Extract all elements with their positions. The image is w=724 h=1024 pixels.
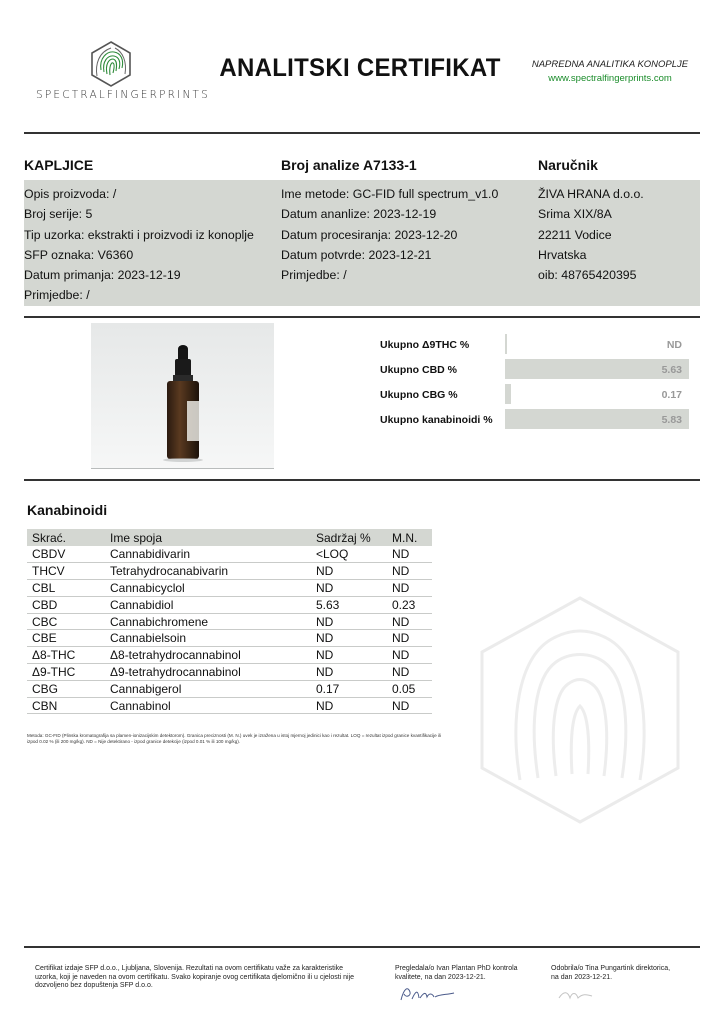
table-cell: ND [311,580,387,597]
table-cell: THCV [27,563,105,580]
table-cell: ND [387,613,432,630]
document-title: ANALITSKI CERTIFIKAT [219,54,501,82]
table-row [27,613,432,630]
table-cell: 0.23 [387,596,432,613]
analysis-details [281,184,498,285]
column-header: M.N. [387,529,432,546]
table-row [27,680,432,697]
client-line: ŽIVA HRANA d.o.o. [538,187,644,201]
client-line: 22211 Vodice [538,227,612,242]
client-line: oib: 48765420395 [538,268,637,283]
cannabinoids-title: Kanabinoidi [27,502,108,518]
method-note: Metoda: GC-FID (Plinska kromatografija sa plamen-ionizacijskim detektorom). Granica preciznosti (M. N.) uvek je izražena u istoj mjernoj jedinici kao i rezultat. LOQ = rezultat izpod granice kvantifikacije ili izpod 0.02 % (ili 200 mg/kg). ND = Nije detektirano - izpod granice detekcije (izpod 0.01 % ili 100 mg/kg). [27,733,441,744]
table-cell: ND [387,664,432,681]
table-cell: <LOQ [311,546,387,563]
client-line: Srima XIX/8A [538,207,612,222]
table-cell: Cannabicyclol [105,580,311,597]
product-line: Tip uzorka: ekstrakti i proizvodi iz konoplje [24,227,254,242]
table-cell: Δ8-tetrahydrocannabinol [105,647,311,664]
table-cell: ND [311,664,387,681]
product-photo [91,323,274,469]
total-value: 0.17 [661,389,682,401]
client-details [538,184,644,285]
total-label: Ukupno CBG % [380,389,458,401]
table-cell: Δ8-THC [27,647,105,664]
table-row [27,630,432,647]
table-cell: CBG [27,680,105,697]
table-row [27,563,432,580]
approved-by-line: na dan 2023-12-21. [551,973,613,981]
product-heading: KAPLJICE [24,157,94,173]
table-cell: CBL [27,580,105,597]
website-link[interactable]: www.spectralfingerprints.com [548,73,672,84]
table-cell: Cannabigerol [105,680,311,697]
issuer-statement: Certifikat izdaje SFP d.o.o., Ljubljana, Slovenija. Rezultati na ovom certifikatu važe za karakteristike uzorka, koji je naveden na ovom certifikatu. Svako kopiranje ovog certifikata djelomično ili u cjelosti nije dozvoljeno bez dopuštenja SFP d.o.o. [35,965,355,990]
table-cell: ND [387,697,432,714]
table-cell: ND [387,563,432,580]
table-cell: Δ9-THC [27,664,105,681]
table-cell: 5.63 [311,596,387,613]
analysis-heading: Broj analize A7133-1 [281,157,417,173]
total-label: Ukupno Δ9THC % [380,339,470,351]
client-line: Hrvatska [538,247,587,262]
product-line: Primjedbe: / [24,288,90,303]
client-heading: Naručnik [538,157,598,173]
analysis-line: Datum procesiranja: 2023-12-20 [281,227,458,242]
analysis-line: Datum ananlize: 2023-12-19 [281,207,437,222]
analysis-line: Ime metode: GC-FID full spectrum_v1.0 [281,187,499,201]
table-cell: Δ9-tetrahydrocannabinol [105,664,311,681]
table-row [27,596,432,613]
header-divider [24,132,700,134]
watermark-fingerprint-icon [470,590,690,830]
approver-signature [556,986,596,1004]
table-cell: Cannabinol [105,697,311,714]
reviewed-by-line: kvalitete, na dan 2023-12-21. [395,973,486,981]
table-row [27,580,432,597]
analysis-line: Datum potvrde: 2023-12-21 [281,247,432,262]
table-cell: ND [387,546,432,563]
product-line: SFP oznaka: V6360 [24,247,134,262]
table-cell: ND [387,630,432,647]
product-line: Datum primanja: 2023-12-19 [24,268,181,283]
table-cell: ND [311,613,387,630]
column-header: Sadržaj % [311,529,387,546]
product-details [24,184,254,306]
column-header: Ime spoja [105,529,311,546]
reviewed-by-line: Pregledala/o Ivan Plantan PhD kontrola [395,965,518,972]
table-cell: Cannabichromene [105,613,311,630]
column-header: Skrać. [27,529,105,546]
table-cell: ND [311,697,387,714]
table-cell: ND [387,580,432,597]
table-cell: ND [311,563,387,580]
table-cell: Cannabielsoin [105,630,311,647]
table-cell: CBE [27,630,105,647]
analysis-line: Primjedbe: / [281,268,347,283]
totals-divider [24,479,700,481]
brand-tagline: NAPREDNA ANALITIKA KONOPLJE [531,59,689,70]
total-bar [505,384,511,404]
table-cell: CBN [27,697,105,714]
product-line: Broj serije: 5 [24,207,93,222]
cannabinoids-table [27,529,432,714]
table-cell: ND [387,647,432,664]
reviewer-signature [398,984,458,1004]
table-cell: Cannabidivarin [105,546,311,563]
table-cell: 0.17 [311,680,387,697]
table-row [27,647,432,664]
total-value: 5.63 [661,364,682,376]
table-cell: CBDV [27,546,105,563]
total-label: Ukupno kanabinoidi % [380,414,493,426]
footer-divider [24,946,700,948]
total-bar-axis [505,334,507,354]
table-row [27,664,432,681]
table-cell: CBD [27,596,105,613]
table-row [27,697,432,714]
table-cell: 0.05 [387,680,432,697]
table-row [27,546,432,563]
approved-by-line: Odobrila/o Tina Pungartink direktorica, [551,965,671,972]
table-cell: Cannabidiol [105,596,311,613]
table-cell: ND [311,647,387,664]
table-header-row [27,529,432,546]
table-cell: ND [311,630,387,647]
brand-logo-text: SPECTRALFINGERPRINTS [36,89,210,101]
table-cell: Tetrahydrocanabivarin [105,563,311,580]
total-label: Ukupno CBD % [380,364,457,376]
reviewed-by [395,965,535,982]
total-value: 5.83 [661,414,682,426]
product-line: Opis proizvoda: / [24,187,117,201]
approved-by [551,965,711,982]
total-value: ND [666,339,682,351]
table-cell: CBC [27,613,105,630]
info-divider [24,316,700,318]
